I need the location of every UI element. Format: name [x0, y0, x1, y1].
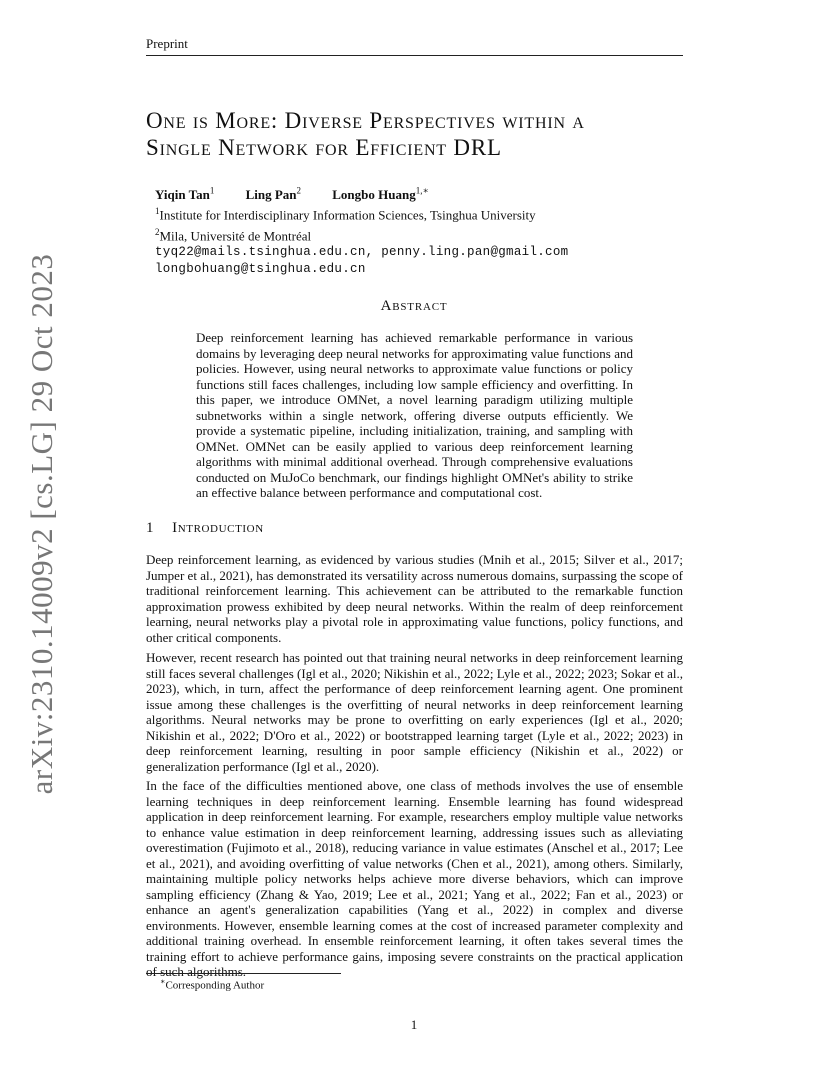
author-names [155, 183, 695, 203]
abstract-text: Deep reinforcement learning has achieved remarkable performance in various domains by leveraging deep neural networks for approximating value functions and policies. However, using neural networks to approximate value functions or policy functions still faces challenges, including low sample efficiency and overfitting. In this paper, we introduce OMNet, a novel learning paradigm utilizing multiple subnetworks within a single network, offering diverse outputs efficiently. We provide a systematic pipeline, including initialization, training, and sampling with OMNet. OMNet can be easily applied to various deep reinforcement learning algorithms with minimal additional overhead. Through comprehensive evaluations conducted on MuJoCo benchmark, our findings highlight OMNet's ability to strike an effective balance between performance and computational cost. [196, 330, 633, 500]
author-1: Yiqin Tan$^1$ [155, 186, 215, 203]
author-3: Longbo Huang$^{1,∗}$ [332, 186, 429, 203]
footnote-rule [146, 973, 341, 974]
emails-line-1: tyq22@mails.tsinghua.edu.cn, penny.ling.pan@gmail.com [155, 244, 569, 259]
title-line-2: Single Network for Efficient DRL [146, 135, 502, 160]
intro-paragraph-1: Deep reinforcement learning, as evidenced by various studies (Mnih et al., 2015; Silver et al., 2017; Jumper et al., 2021), has demonstrated its versatility across numerous domains, surpassing the scope of traditional reinforcement learning. This achievement can be attributed to the remarkable function approximation prowess exhibited by deep neural networks. Within the realm of deep reinforcement learning, neural networks play a pivotal role in approximating value functions, policy functions, and other critical components. [146, 552, 683, 645]
page-number: 1 [410, 1017, 418, 1032]
title-line-1: One is More: Diverse Perspectives within a [146, 108, 585, 133]
paper-title [146, 107, 706, 161]
author-2: Ling Pan$^2$ [245, 186, 301, 203]
running-header: Preprint [146, 36, 683, 56]
section-number: 1 [146, 520, 155, 536]
footnote: ∗Corresponding Author [160, 977, 265, 992]
section-heading [146, 520, 264, 537]
section-title: Introduction [172, 520, 264, 536]
intro-paragraph-3: In the face of the difficulties mentioned above, one class of methods involves the use of ensemble learning techniques in deep reinforcement learning. Ensemble learning has found widespread application in deep reinforcement learning. For example, researchers employ multiple value networks to enhance value estimation in deep reinforcement learning, addressing issues such as alleviating overestimation (Fujimoto et al., 2018), reducing variance in value estimates (Anschel et al., 2017; Lee et al., 2021), and avoiding overfitting of value networks (Chen et al., 2021), among others. Similarly, maintaining multiple policy networks helps achieve more diverse behaviors, which can improve sampling efficiency (Zhang & Yao, 2019; Lee et al., 2021; Yang et al., 2022; Fan et al., 2023) or enhance an agent's generalization capabilities (Yang et al., 2022) in complex and diverse environments. However, ensemble learning comes at the cost of increased parameter complexity and additional training overhead. In ensemble reinforcement learning, it often takes several times the training effort to achieve performance gains, imposing severe constraints on the practical application of such algorithms. [146, 778, 683, 979]
affiliation-2: $^2$Mila, Université de Montréal [155, 226, 312, 243]
intro-paragraph-2: However, recent research has pointed out that training neural networks in deep reinforcement learning still faces several challenges (Igl et al., 2020; Nikishin et al., 2022; Lyle et al., 2022; 2023; Sokar et al., 2023), which, in turn, affect the performance of deep reinforcement learning agent. One prominent issue among these challenges is the overfitting of neural networks in deep reinforcement learning algorithms. Neural networks may be prone to overfitting on early experiences (Igl et al., 2020; Nikishin et al., 2022; D'Oro et al., 2022) or bootstrapped learning target (Lyle et al., 2022; 2023) in deep reinforcement learning, resulting in poor sample efficiency (Nikishin et al., 2022) or generalization performance (Igl et al., 2020). [146, 650, 683, 774]
abstract-heading: Abstract [380, 298, 448, 314]
author-block [155, 183, 695, 278]
affiliation-1: $^1$Institute for Interdisciplinary Information Sciences, Tsinghua University [155, 206, 536, 223]
emails-line-2: longbohuang@tsinghua.edu.cn [155, 261, 366, 276]
arxiv-side-stamp: arXiv:2310.14009v2 [cs.LG] 29 Oct 2023 [24, 253, 59, 795]
